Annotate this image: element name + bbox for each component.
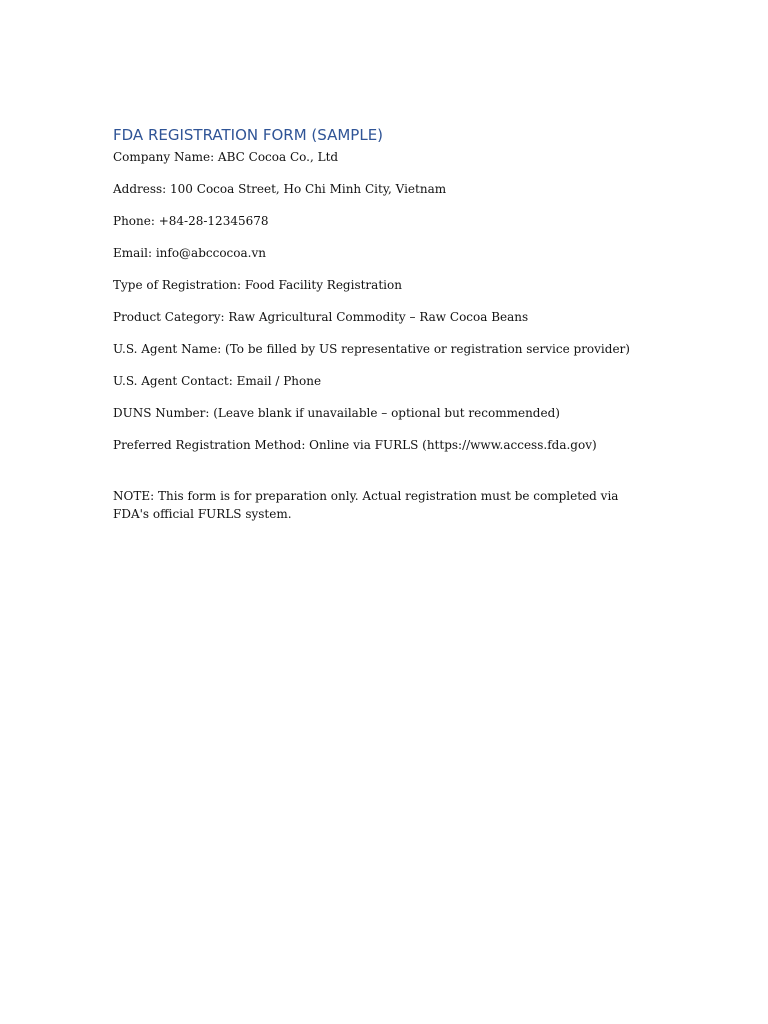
field-product-category: Product Category: Raw Agricultural Commodity – Raw Cocoa Beans (113, 310, 529, 324)
field-duns-number: DUNS Number: (Leave blank if unavailable – optional but recommended) (113, 406, 560, 420)
field-phone: Phone: +84-28-12345678 (113, 214, 269, 228)
field-company-name: Company Name: ABC Cocoa Co., Ltd (113, 150, 339, 164)
field-address: Address: 100 Cocoa Street, Ho Chi Minh City, Vietnam (113, 182, 447, 196)
field-registration-method: Preferred Registration Method: Online via FURLS (https://www.access.fda.gov) (113, 438, 597, 452)
field-us-agent-name: U.S. Agent Name: (To be filled by US representative or registration service provider) (113, 342, 630, 356)
field-email: Email: info@abccocoa.vn (113, 246, 266, 260)
document-content (113, 125, 653, 523)
field-registration-type: Type of Registration: Food Facility Registration (113, 278, 402, 292)
document-title: FDA REGISTRATION FORM (SAMPLE) (113, 126, 384, 144)
field-us-agent-contact: U.S. Agent Contact: Email / Phone (113, 374, 322, 388)
document-note: NOTE: This form is for preparation only. Actual registration must be completed via FDA's official FURLS system. (113, 489, 619, 521)
